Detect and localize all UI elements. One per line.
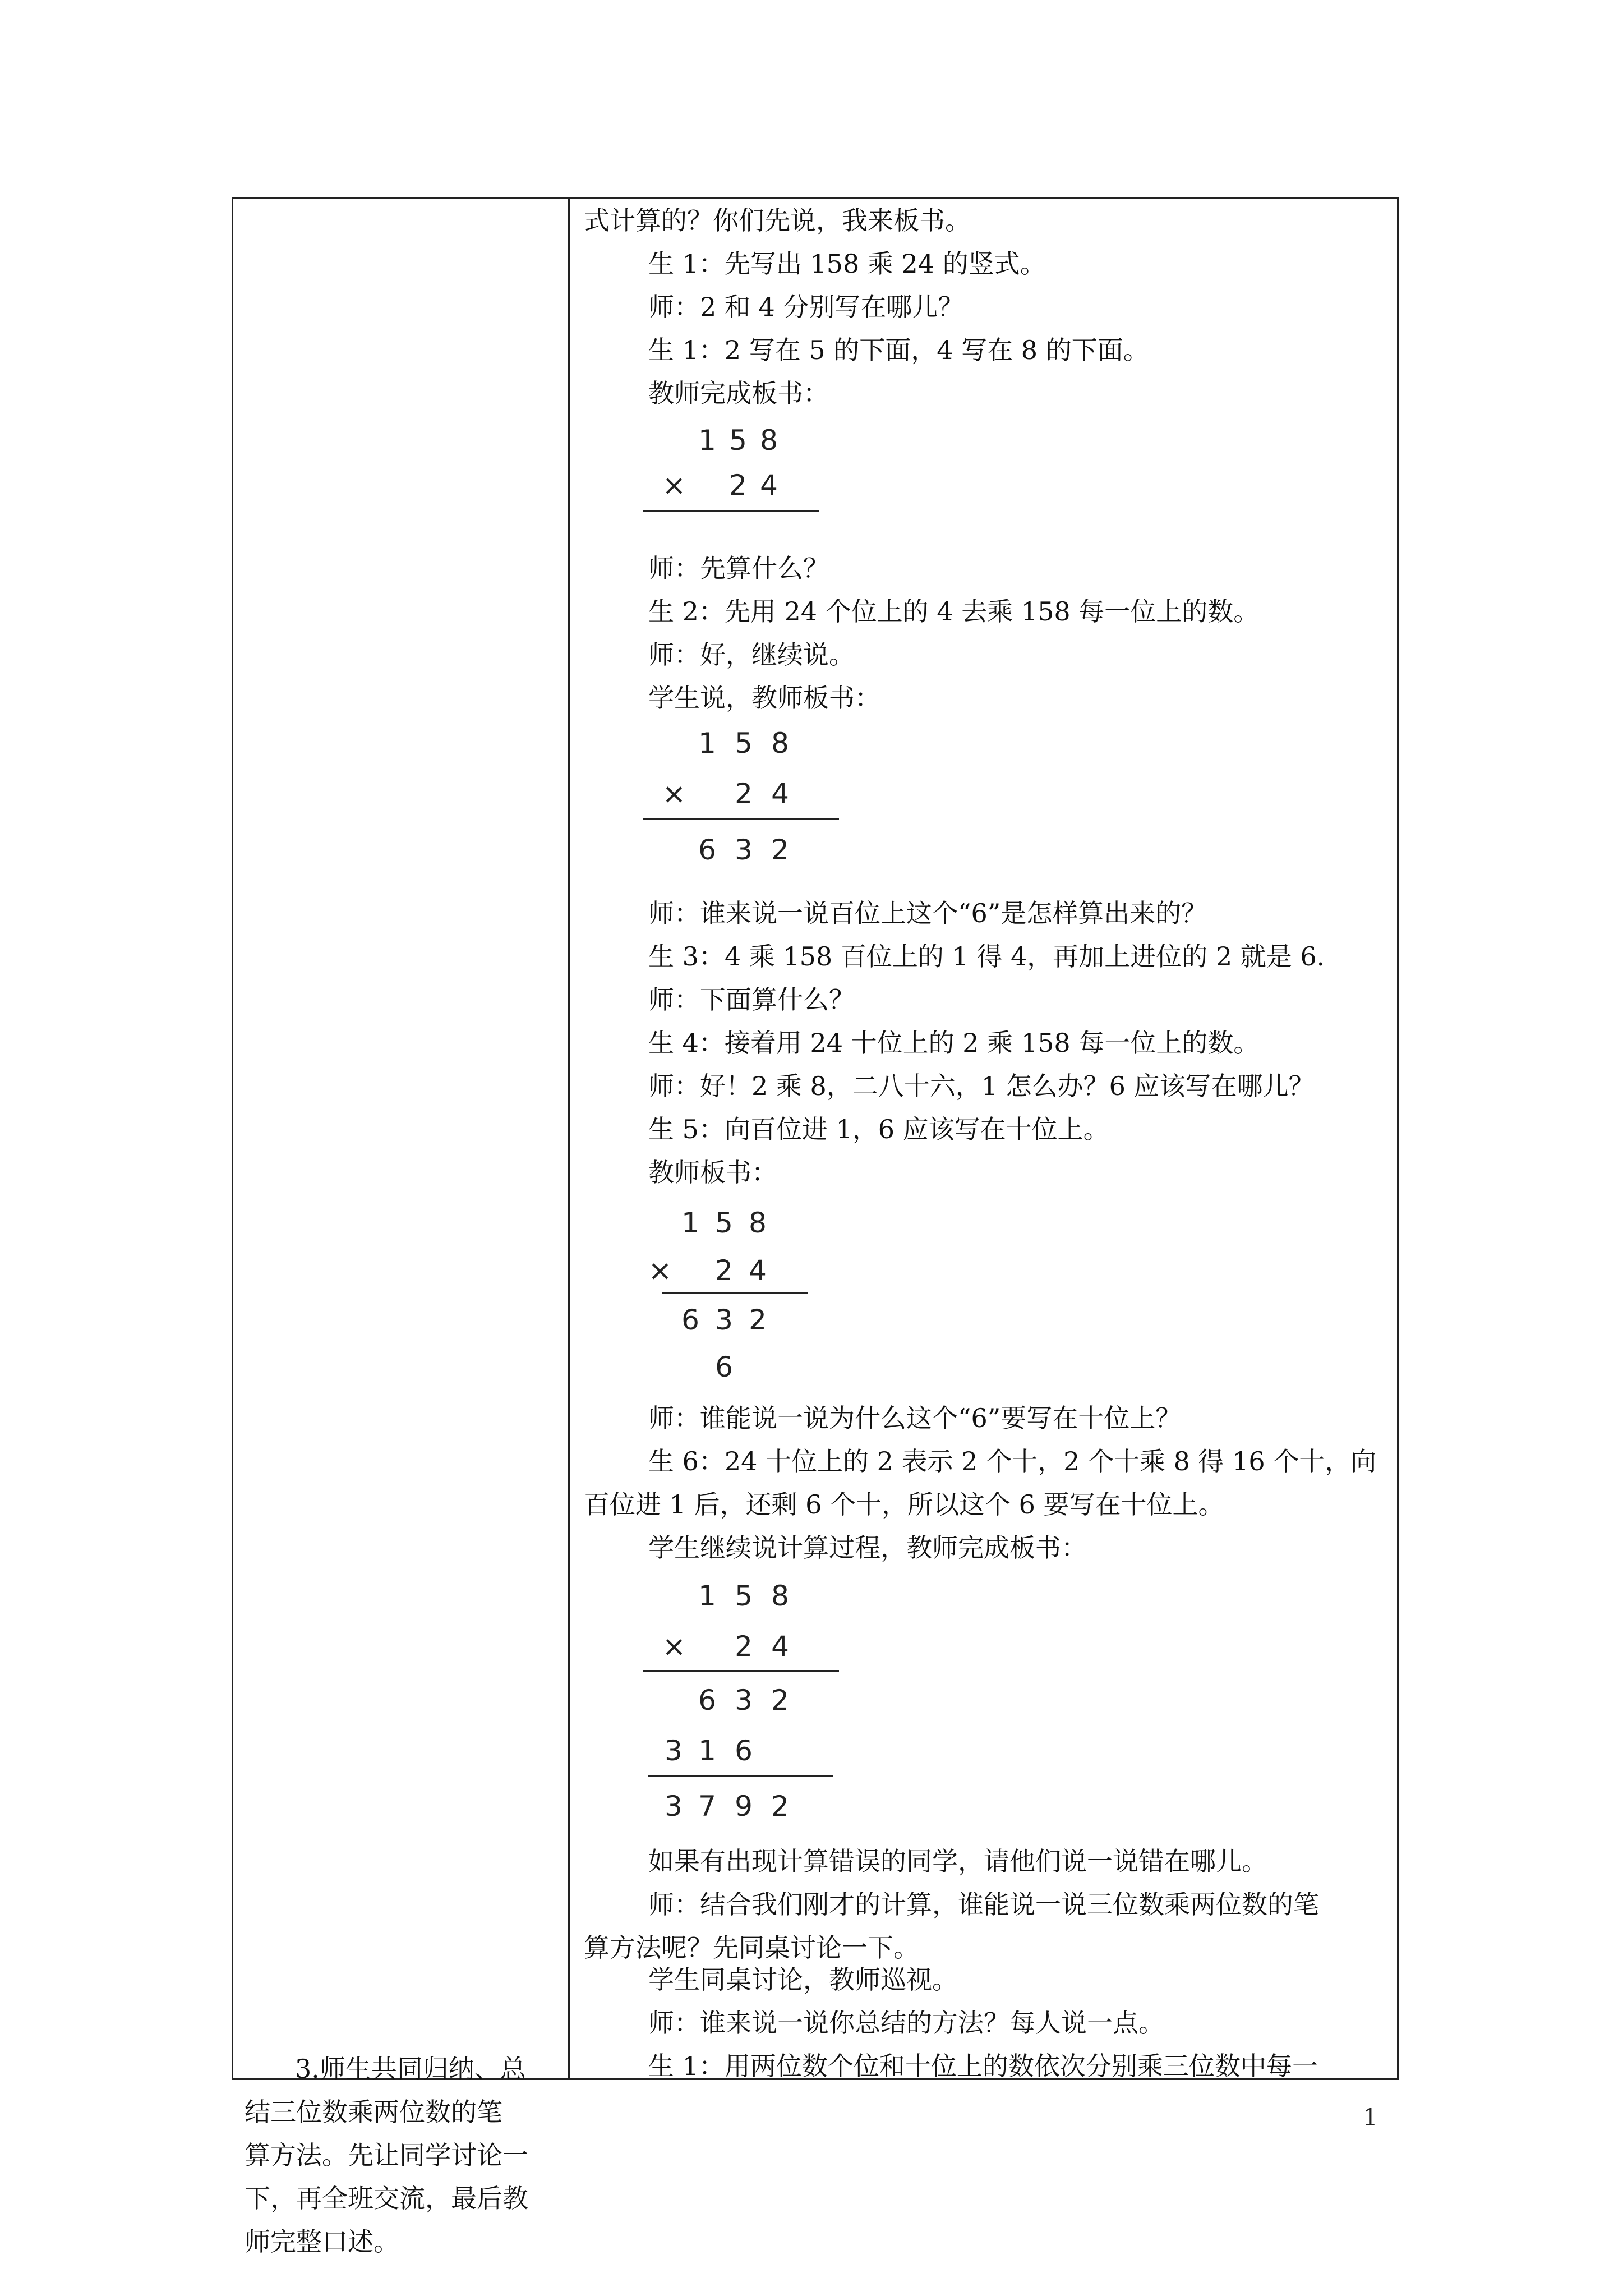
vm-rule xyxy=(662,1292,808,1294)
vm-digit: 8 xyxy=(749,1207,767,1239)
vm-digit: 5 xyxy=(729,424,747,457)
text-line: 生 2：先用 24 个位上的 4 去乘 158 每一位上的数。 xyxy=(648,596,1260,627)
vm-digit: 6 xyxy=(698,1684,716,1717)
text-line: 教师板书： xyxy=(648,1157,777,1188)
vm-digit: 5 xyxy=(715,1207,733,1239)
text-line: 教师完成板书： xyxy=(648,378,829,408)
text-line: 师：下面算什么？ xyxy=(648,984,855,1015)
vm-digit: 4 xyxy=(760,469,778,501)
vm-digit: 1 xyxy=(698,1734,716,1767)
vm-digit: 2 xyxy=(771,1684,789,1717)
text-line: 式计算的？你们先说，我来板书。 xyxy=(584,205,971,236)
text-line: 师：谁能说一说为什么这个“6”要写在十位上？ xyxy=(648,1403,1182,1433)
vm-digit: 6 xyxy=(698,834,716,866)
vm-digit: 7 xyxy=(698,1790,716,1823)
left-note-line: 结三位数乘两位数的笔 xyxy=(245,2097,502,2127)
vm-digit: 2 xyxy=(749,1304,767,1336)
vm-digit: 8 xyxy=(771,1580,789,1612)
text-line: 生 4：接着用 24 十位上的 2 乘 158 每一位上的数。 xyxy=(648,1028,1260,1058)
text-line: 师：先算什么？ xyxy=(648,553,829,583)
vm-digit: 6 xyxy=(681,1304,699,1336)
text-line: 师：结合我们刚才的计算，谁能说一说三位数乘两位数的笔 xyxy=(648,1889,1319,1920)
vm-digit: 9 xyxy=(735,1790,753,1823)
vm-digit: 2 xyxy=(771,834,789,866)
vm-digit: 5 xyxy=(735,727,753,760)
vm-digit: 2 xyxy=(729,469,747,501)
vm-rule xyxy=(643,818,839,820)
vm-digit: 4 xyxy=(771,777,789,810)
vm-digit: 2 xyxy=(735,777,753,810)
text-line: 学生继续说计算过程，教师完成板书： xyxy=(648,1533,1087,1563)
text-line: 师：好！2 乘 8，二八十六，1 怎么办？6 应该写在哪儿？ xyxy=(648,1071,1315,1101)
text-line: 生 3：4 乘 158 百位上的 1 得 4，再加上进位的 2 就是 6. xyxy=(648,941,1325,972)
vm-digit: 8 xyxy=(771,727,789,760)
vm-rule xyxy=(643,510,819,512)
text-line: 百位进 1 后，还剩 6 个十，所以这个 6 要写在十位上。 xyxy=(584,1489,1224,1520)
vm-digit: 4 xyxy=(749,1254,767,1287)
left-note-line: 师完整口述。 xyxy=(245,2226,399,2257)
vm-digit: 1 xyxy=(698,1580,716,1612)
text-line: 师：2 和 4 分别写在哪儿？ xyxy=(648,292,964,322)
left-cell xyxy=(245,199,559,2257)
text-line: 师：谁来说一说你总结的方法？每人说一点。 xyxy=(648,2008,1164,2038)
left-note-line: 3.师生共同归纳、总 xyxy=(295,2054,526,2084)
vm-rule xyxy=(643,1670,839,1672)
vm-digit: 8 xyxy=(760,424,778,457)
page-number: 1 xyxy=(1363,2104,1378,2131)
vm-digit: 5 xyxy=(735,1580,753,1612)
lesson-table xyxy=(232,197,1399,2257)
vm-digit: × xyxy=(662,1630,686,1663)
vm-digit: 1 xyxy=(698,424,716,457)
text-line: 师：谁来说一说百位上这个“6”是怎样算出来的？ xyxy=(648,898,1207,928)
vm-digit: 1 xyxy=(681,1207,699,1239)
vm-digit: 3 xyxy=(665,1790,683,1823)
text-line: 生 5：向百位进 1，6 应该写在十位上。 xyxy=(648,1114,1109,1144)
vm-digit: × xyxy=(662,777,686,810)
vm-digit: 4 xyxy=(771,1630,789,1663)
text-line: 学生同桌讨论，教师巡视。 xyxy=(648,1964,958,1995)
text-line: 生 6：24 十位上的 2 表示 2 个十，2 个十乘 8 得 16 个十，向 xyxy=(648,1446,1377,1476)
vm-digit: 1 xyxy=(698,727,716,760)
vm-digit: 3 xyxy=(715,1304,733,1336)
column-divider xyxy=(568,199,570,2078)
vm-digit: 2 xyxy=(715,1254,733,1287)
vm-rule xyxy=(648,1775,833,1777)
vm-digit: 3 xyxy=(735,834,753,866)
vm-digit: 6 xyxy=(735,1734,753,1767)
text-line: 学生说，教师板书： xyxy=(648,683,880,713)
vm-digit: × xyxy=(648,1254,672,1287)
right-cell xyxy=(584,199,1386,2081)
text-line: 师：好，继续说。 xyxy=(648,639,855,670)
vm-digit: 3 xyxy=(665,1734,683,1767)
left-note xyxy=(245,2047,559,2263)
vm-digit: 6 xyxy=(715,1351,733,1383)
vm-digit: × xyxy=(662,469,686,501)
vm-digit: 2 xyxy=(771,1790,789,1823)
vm-digit: 3 xyxy=(735,1684,753,1717)
left-note-line: 下，再全班交流，最后教 xyxy=(245,2183,528,2214)
text-line: 生 1：先写出 158 乘 24 的竖式。 xyxy=(648,249,1046,279)
text-line: 如果有出现计算错误的同学，请他们说一说错在哪儿。 xyxy=(648,1846,1267,1876)
text-line: 生 1：2 写在 5 的下面，4 写在 8 的下面。 xyxy=(648,335,1149,365)
vm-digit: 2 xyxy=(735,1630,753,1663)
left-note-line: 算方法。先让同学讨论一 xyxy=(245,2140,528,2170)
text-line: 生 1：用两位数个位和十位上的数依次分别乘三位数中每一 xyxy=(648,2051,1318,2081)
text-line: 算方法呢？先同桌讨论一下。 xyxy=(584,1932,919,1963)
